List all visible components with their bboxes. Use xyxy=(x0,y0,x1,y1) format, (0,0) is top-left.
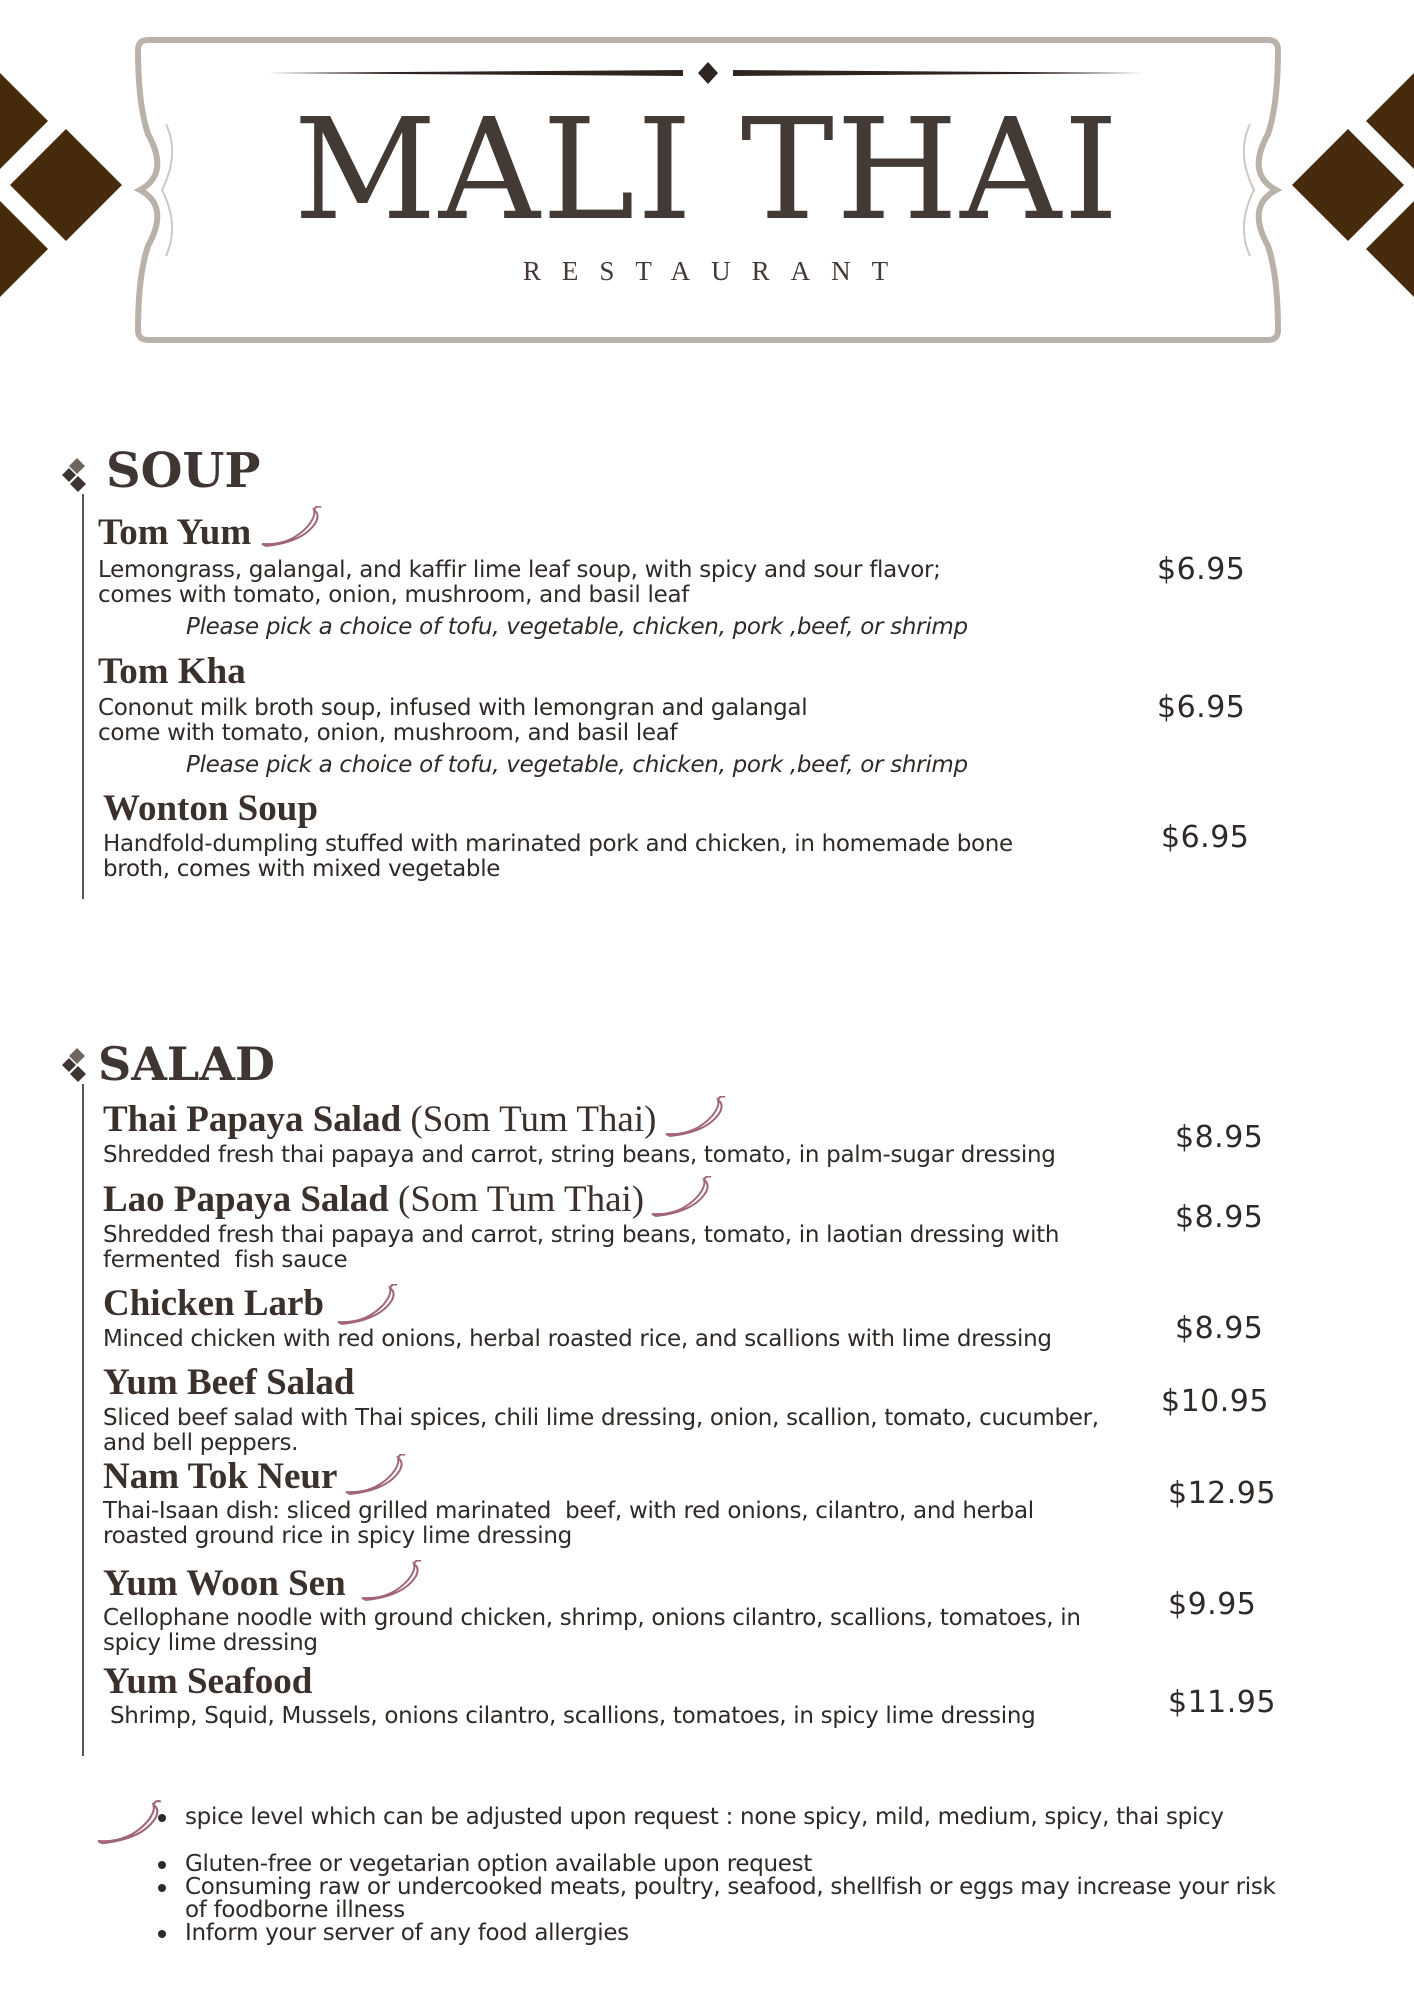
menu-item-alt-name: (Som Tum Thai) xyxy=(398,1179,645,1220)
menu-item-description: broth, comes with mixed vegetable xyxy=(103,856,501,882)
menu-item-description: Shredded fresh thai papaya and carrot, string beans, tomato, in laotian dressing with xyxy=(103,1222,1060,1248)
menu-item-name-text: Lao Papaya Salad xyxy=(103,1179,389,1220)
menu-item-name: Yum Woon Sen xyxy=(103,1563,346,1604)
bullet-icon xyxy=(158,1861,166,1869)
footer-note: Inform your server of any food allergies xyxy=(185,1920,629,1946)
menu-item-description: spicy lime dressing xyxy=(103,1630,318,1656)
menu-item-name: Tom Kha xyxy=(98,651,246,692)
footer-note: Consuming raw or undercooked meats, poultry, seafood, shellfish or eggs may increase your risk xyxy=(185,1874,1276,1900)
menu-item-description: come with tomato, onion, mushroom, and basil leaf xyxy=(98,720,678,746)
spice-level-note: spice level which can be adjusted upon request : none spicy, mild, medium, spicy, thai spicy xyxy=(185,1804,1224,1830)
menu-item-price: $8.95 xyxy=(1175,1311,1264,1346)
section-divider-soup xyxy=(82,494,84,899)
menu-item-description: and bell peppers. xyxy=(103,1430,299,1456)
chili-pepper-icon xyxy=(96,1800,162,1846)
chili-pepper-icon xyxy=(664,1096,726,1138)
diamond-bullet-icon xyxy=(62,458,92,492)
bullet-icon xyxy=(158,1814,166,1822)
section-title-soup: SOUP xyxy=(106,443,261,499)
footer-note: Gluten-free or vegetarian option available upon request xyxy=(185,1851,813,1877)
menu-item-description: Minced chicken with red onions, herbal roasted rice, and scallions with lime dressing xyxy=(103,1326,1052,1352)
menu-item-description: Cellophane noodle with ground chicken, shrimp, onions cilantro, scallions, tomatoes, in xyxy=(103,1605,1081,1631)
diamond-bullet-icon xyxy=(62,1048,92,1082)
section-title-salad: SALAD xyxy=(98,1037,275,1091)
menu-item-price: $8.95 xyxy=(1175,1120,1264,1155)
menu-item-description: Shrimp, Squid, Mussels, onions cilantro, scallions, tomatoes, in spicy lime dressing xyxy=(103,1703,1036,1729)
menu-item-alt-name: (Som Tum Thai) xyxy=(410,1099,657,1140)
menu-item-name: Tom Yum xyxy=(98,512,252,553)
restaurant-subtitle: RESTAURANT xyxy=(522,256,910,286)
restaurant-name: MALI THAI xyxy=(293,89,1121,252)
menu-item-description: Handfold-dumpling stuffed with marinated pork and chicken, in homemade bone xyxy=(103,831,1013,857)
menu-item-description: Cononut milk broth soup, infused with lemongran and galangal xyxy=(98,695,808,721)
menu-item-note: Please pick a choice of tofu, vegetable, chicken, pork ,beef, or shrimp xyxy=(186,614,968,640)
menu-item-name: Nam Tok Neur xyxy=(103,1456,338,1497)
menu-item-price: $6.95 xyxy=(1157,690,1246,725)
menu-item-price: $12.95 xyxy=(1168,1476,1276,1511)
chili-pepper-icon xyxy=(360,1560,422,1602)
menu-item-price: $6.95 xyxy=(1161,820,1250,855)
menu-item-name xyxy=(103,1180,644,1220)
menu-item-price: $10.95 xyxy=(1161,1384,1269,1419)
menu-item-name: Wonton Soup xyxy=(103,788,318,829)
menu-item-price: $8.95 xyxy=(1175,1200,1264,1235)
bullet-icon xyxy=(158,1884,166,1892)
menu-item-note: Please pick a choice of tofu, vegetable, chicken, pork ,beef, or shrimp xyxy=(186,752,968,778)
menu-item-description: fermented fish sauce xyxy=(103,1247,348,1273)
menu-item-name-text: Thai Papaya Salad xyxy=(103,1099,402,1140)
menu-item-price: $9.95 xyxy=(1168,1587,1257,1622)
menu-item-description: roasted ground rice in spicy lime dressing xyxy=(103,1523,572,1549)
chili-pepper-icon xyxy=(650,1176,712,1218)
menu-item-name: Yum Beef Salad xyxy=(103,1362,355,1403)
menu-item-description: Shredded fresh thai papaya and carrot, string beans, tomato, in palm-sugar dressing xyxy=(103,1142,1056,1168)
menu-item-description: Sliced beef salad with Thai spices, chili lime dressing, onion, scallion, tomato, cucumber, xyxy=(103,1405,1099,1431)
section-divider-salad xyxy=(82,1084,84,1756)
menu-item-price: $11.95 xyxy=(1168,1685,1276,1720)
menu-item-description: comes with tomato, onion, mushroom, and basil leaf xyxy=(98,582,690,608)
menu-item-description: Thai-Isaan dish: sliced grilled marinated beef, with red onions, cilantro, and herbal xyxy=(103,1498,1034,1524)
footer-note: of foodborne illness xyxy=(185,1897,405,1923)
chili-pepper-icon xyxy=(260,506,322,548)
chili-pepper-icon xyxy=(336,1284,398,1326)
menu-item-description: Lemongrass, galangal, and kaffir lime leaf soup, with spicy and sour flavor; xyxy=(98,557,941,583)
menu-item-name: Chicken Larb xyxy=(103,1283,325,1324)
bullet-icon xyxy=(158,1930,166,1938)
menu-item-price: $6.95 xyxy=(1157,552,1246,587)
menu-item-name: Yum Seafood xyxy=(103,1661,313,1702)
menu-item-name xyxy=(103,1100,656,1140)
chili-pepper-icon xyxy=(344,1454,406,1496)
